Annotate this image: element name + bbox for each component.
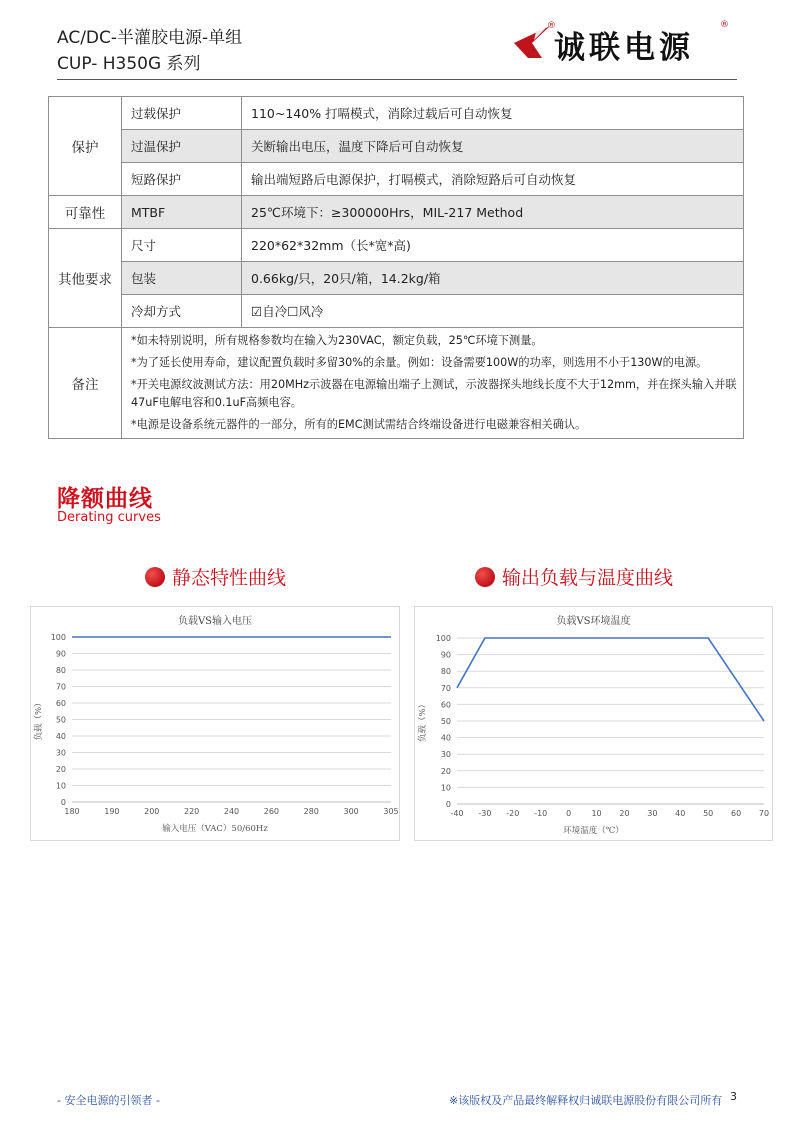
x-tick-label: 0 <box>566 809 572 818</box>
note-line: *开关电源纹波测试方法：用20MHz示波器在电源输出端子上测试，示波器探头地线长度不大于12mm，并在探头输入并联47uF电解电容和0.1uF高频电容。 <box>131 378 737 409</box>
footer-copyright: ※该版权及产品最终解释权归诚联电源股份有限公司所有 <box>449 1094 723 1107</box>
y-tick-label: 100 <box>435 634 451 643</box>
note-line: *如未特别说明，所有规格参数均在输入为230VAC，额定负载，25℃环境下测量。 <box>131 334 543 347</box>
table-row <box>49 328 744 439</box>
y-tick-label: 80 <box>440 667 451 677</box>
chart-load-vs-voltage <box>30 606 400 841</box>
row-value: 0.66kg/只，20只/箱，14.2kg/箱 <box>242 262 744 295</box>
chart-title: 负载VS环境温度 <box>556 616 631 627</box>
note-line: *为了延长使用寿命，建议配置负载时多留30%的余量。例如：设备需要100W的功率，则选用不小于130W的电源。 <box>131 356 708 369</box>
footer-slogan: - 安全电源的引领者 - <box>57 1094 160 1107</box>
row-item: 过温保护 <box>122 130 242 163</box>
x-tick-label: 200 <box>144 807 160 816</box>
chart-title: 负载VS输入电压 <box>177 616 253 627</box>
chart-load-vs-temperature <box>414 606 773 841</box>
chart1-heading <box>145 563 286 590</box>
logo-mark-icon <box>512 26 552 58</box>
x-tick-label: 10 <box>591 809 602 818</box>
y-tick-label: 50 <box>440 717 451 726</box>
category-reliability: 可靠性 <box>49 196 122 229</box>
category-protection: 保护 <box>49 97 122 196</box>
registered-mark: ® <box>547 21 556 31</box>
x-axis-label: 输入电压（VAC）50/60Hz <box>162 824 268 834</box>
x-tick-label: 30 <box>647 809 658 818</box>
x-tick-label: 300 <box>343 807 359 816</box>
y-tick-label: 70 <box>55 682 66 692</box>
section-subtitle: Derating curves <box>57 510 161 525</box>
brand-logo <box>512 16 737 68</box>
x-tick-label: -20 <box>506 809 520 818</box>
x-tick-label: 60 <box>730 809 742 818</box>
row-value: 25℃环境下：≥300000Hrs，MIL-217 Method <box>242 196 744 229</box>
note-line: *电源是设备系统元器件的一部分，所有的EMC测试需结合终端设备进行电磁兼容相关确认。 <box>131 418 587 431</box>
row-item: 过载保护 <box>122 97 242 130</box>
x-tick-label: 20 <box>619 809 630 818</box>
y-tick-label: 60 <box>55 699 66 708</box>
category-notes: 备注 <box>49 328 122 439</box>
y-tick-label: 0 <box>60 798 66 807</box>
spec-table <box>48 96 744 439</box>
table-row <box>49 229 744 262</box>
row-value: ☑自冷☐风冷 <box>242 295 744 328</box>
table-row <box>49 196 744 229</box>
chart1-svg <box>31 607 399 840</box>
y-tick-label: 40 <box>55 732 66 741</box>
row-item: 短路保护 <box>122 163 242 196</box>
document-title: AC/DC-半灌胶电源-单组 <box>57 28 243 48</box>
bullet-dot-icon <box>145 567 165 587</box>
y-tick-label: 10 <box>440 783 451 793</box>
chart1-heading-text: 静态特性曲线 <box>172 567 287 589</box>
y-tick-label: 20 <box>55 765 66 774</box>
registered-mark-2: ® <box>720 20 729 30</box>
notes-cell <box>122 328 744 439</box>
y-tick-label: 40 <box>440 733 451 743</box>
y-tick-label: 70 <box>440 683 451 693</box>
x-tick-label: 240 <box>223 807 240 816</box>
table-row <box>49 262 744 295</box>
y-tick-label: 50 <box>55 715 66 725</box>
table-row <box>49 130 744 163</box>
x-tick-label: 190 <box>104 807 120 816</box>
x-tick-label: 260 <box>263 807 280 816</box>
y-tick-label: 30 <box>440 750 451 760</box>
page-number: 3 <box>730 1090 737 1103</box>
logo-text: 诚联电源 <box>554 30 694 66</box>
table-row <box>49 97 744 130</box>
row-item: 尺寸 <box>122 229 242 262</box>
x-tick-label: 180 <box>64 807 80 816</box>
x-tick-label: 305 <box>383 807 399 816</box>
series-line <box>457 638 764 721</box>
row-item: 冷却方式 <box>122 295 242 328</box>
x-tick-label: 50 <box>703 809 714 818</box>
x-tick-label: -10 <box>534 809 548 818</box>
x-tick-label: -30 <box>478 809 492 818</box>
bullet-dot-icon <box>475 567 495 587</box>
section-title: 降额曲线 <box>57 486 153 512</box>
row-item: 包装 <box>122 262 242 295</box>
table-row <box>49 295 744 328</box>
y-tick-label: 90 <box>55 649 66 659</box>
y-tick-label: 20 <box>440 766 451 776</box>
category-other: 其他要求 <box>49 229 122 328</box>
y-tick-label: 80 <box>55 666 66 675</box>
y-axis-label: 负载（%） <box>34 698 44 741</box>
header-divider <box>57 79 737 80</box>
x-tick-label: 280 <box>303 807 319 816</box>
x-tick-label: 40 <box>675 809 686 818</box>
y-tick-label: 100 <box>50 633 66 642</box>
row-value: 220*62*32mm（长*宽*高) <box>242 229 744 262</box>
x-tick-label: 220 <box>183 807 200 816</box>
x-tick-label: -40 <box>450 809 464 818</box>
row-value: 关断输出电压，温度下降后可自动恢复 <box>242 130 744 163</box>
y-tick-label: 90 <box>440 650 451 660</box>
row-value: 110~140% 打嗝模式，消除过载后可自动恢复 <box>242 97 744 130</box>
chart2-heading-text: 输出负载与温度曲线 <box>502 567 674 589</box>
chart2-svg <box>415 607 772 840</box>
x-tick-label: 70 <box>758 809 770 818</box>
chart2-heading <box>475 563 673 590</box>
row-value: 输出端短路后电源保护，打嗝模式，消除短路后可自动恢复 <box>242 163 744 196</box>
row-item: MTBF <box>122 196 242 229</box>
series-name: CUP- H350G 系列 <box>57 54 201 74</box>
y-tick-label: 10 <box>55 781 66 791</box>
y-axis-label: 负载（%） <box>418 699 428 743</box>
y-tick-label: 0 <box>445 800 451 809</box>
y-tick-label: 60 <box>440 700 451 710</box>
x-axis-label: 环境温度（℃） <box>563 826 624 836</box>
y-tick-label: 30 <box>55 748 66 758</box>
table-row <box>49 163 744 196</box>
